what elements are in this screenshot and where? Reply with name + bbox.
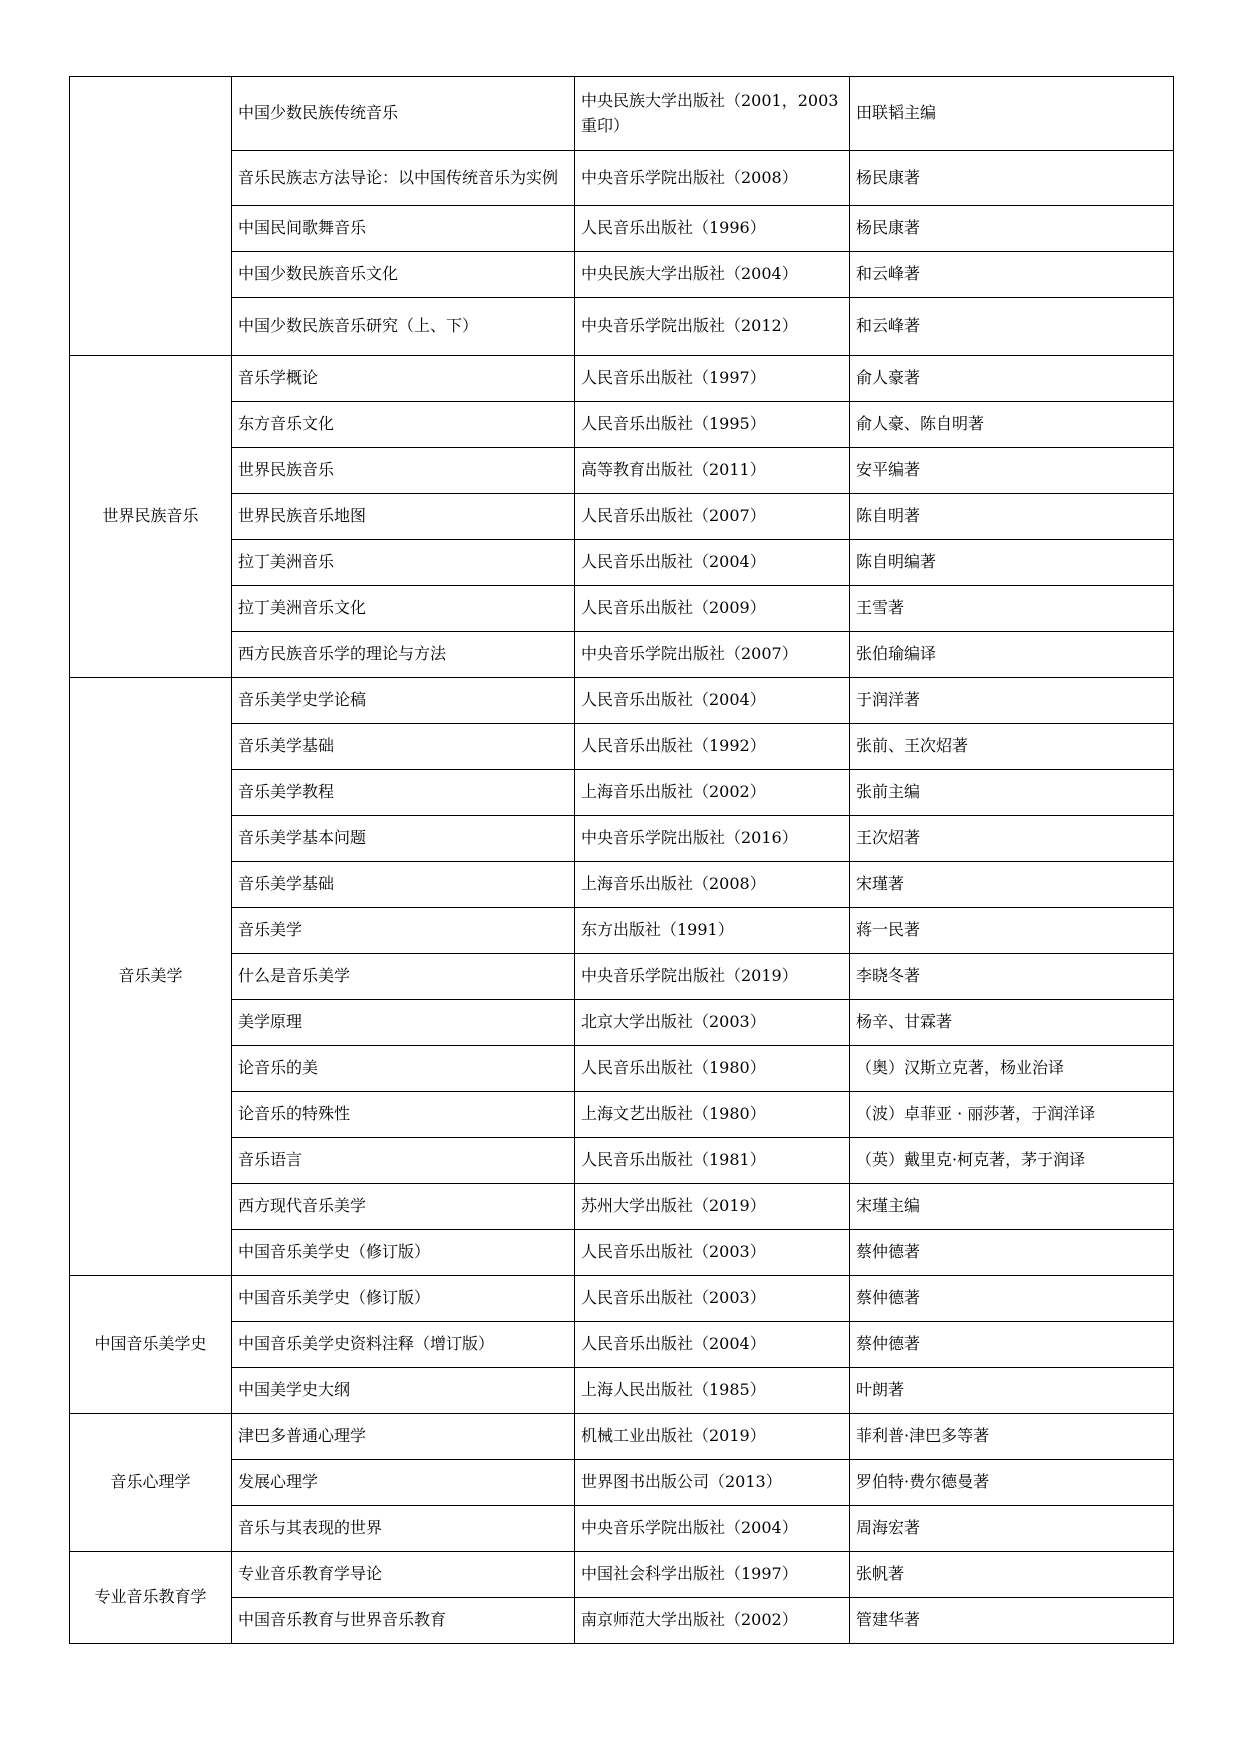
publisher-cell: 中央民族大学出版社（2004） xyxy=(575,252,850,298)
publisher-cell: 人民音乐出版社（1981） xyxy=(575,1138,850,1184)
publisher-cell: 上海文艺出版社（1980） xyxy=(575,1092,850,1138)
table-row xyxy=(70,1000,1174,1046)
publisher-cell: 中央音乐学院出版社（2007） xyxy=(575,632,850,678)
author-cell: 管建华著 xyxy=(850,1598,1174,1644)
book-title-cell: 音乐美学教程 xyxy=(232,770,575,816)
author-cell: 杨民康著 xyxy=(850,206,1174,252)
book-list-table xyxy=(69,76,1174,1644)
table-row xyxy=(70,816,1174,862)
book-list-body xyxy=(70,77,1174,1644)
publisher-cell: 人民音乐出版社（2004） xyxy=(575,1322,850,1368)
table-row xyxy=(70,77,1174,151)
author-cell: 杨辛、甘霖著 xyxy=(850,1000,1174,1046)
author-cell: 宋瑾著 xyxy=(850,862,1174,908)
book-title-cell: 中国少数民族传统音乐 xyxy=(232,77,575,151)
book-title-cell: 西方民族音乐学的理论与方法 xyxy=(232,632,575,678)
table-row xyxy=(70,448,1174,494)
table-row xyxy=(70,1322,1174,1368)
book-title-cell: 中国音乐教育与世界音乐教育 xyxy=(232,1598,575,1644)
book-title-cell: 什么是音乐美学 xyxy=(232,954,575,1000)
table-row xyxy=(70,206,1174,252)
table-row xyxy=(70,954,1174,1000)
author-cell: （波）卓菲亚 · 丽莎著，于润洋译 xyxy=(850,1092,1174,1138)
book-title-cell: 拉丁美洲音乐 xyxy=(232,540,575,586)
publisher-cell: 人民音乐出版社（2003） xyxy=(575,1276,850,1322)
author-cell: 蔡仲德著 xyxy=(850,1276,1174,1322)
author-cell: 蒋一民著 xyxy=(850,908,1174,954)
author-cell: 陈自明著 xyxy=(850,494,1174,540)
table-row xyxy=(70,252,1174,298)
category-cell: 专业音乐教育学 xyxy=(70,1552,232,1644)
author-cell: 张前、王次炤著 xyxy=(850,724,1174,770)
author-cell: 于润洋著 xyxy=(850,678,1174,724)
book-title-cell: 美学原理 xyxy=(232,1000,575,1046)
table-row xyxy=(70,862,1174,908)
book-title-cell: 中国民间歌舞音乐 xyxy=(232,206,575,252)
publisher-cell: 人民音乐出版社（1997） xyxy=(575,356,850,402)
author-cell: 菲利普·津巴多等著 xyxy=(850,1414,1174,1460)
publisher-cell: 中央音乐学院出版社（2008） xyxy=(575,151,850,206)
publisher-cell: 中央音乐学院出版社（2004） xyxy=(575,1506,850,1552)
table-row xyxy=(70,1368,1174,1414)
table-row xyxy=(70,678,1174,724)
table-row xyxy=(70,540,1174,586)
publisher-cell: 人民音乐出版社（2007） xyxy=(575,494,850,540)
publisher-cell: 苏州大学出版社（2019） xyxy=(575,1184,850,1230)
table-row xyxy=(70,402,1174,448)
publisher-cell: 世界图书出版公司（2013） xyxy=(575,1460,850,1506)
author-cell: 蔡仲德著 xyxy=(850,1230,1174,1276)
book-title-cell: 音乐美学基础 xyxy=(232,862,575,908)
book-title-cell: 音乐民族志方法导论：以中国传统音乐为实例 xyxy=(232,151,575,206)
author-cell: 陈自明编著 xyxy=(850,540,1174,586)
table-row xyxy=(70,1598,1174,1644)
book-title-cell: 中国少数民族音乐文化 xyxy=(232,252,575,298)
table-row xyxy=(70,1184,1174,1230)
table-row xyxy=(70,1552,1174,1598)
table-row xyxy=(70,1276,1174,1322)
publisher-cell: 中央民族大学出版社（2001，2003重印） xyxy=(575,77,850,151)
publisher-cell: 南京师范大学出版社（2002） xyxy=(575,1598,850,1644)
table-row xyxy=(70,151,1174,206)
publisher-cell: 人民音乐出版社（1995） xyxy=(575,402,850,448)
book-title-cell: 东方音乐文化 xyxy=(232,402,575,448)
publisher-cell: 人民音乐出版社（2009） xyxy=(575,586,850,632)
author-cell: 张伯瑜编译 xyxy=(850,632,1174,678)
book-title-cell: 世界民族音乐 xyxy=(232,448,575,494)
author-cell: 俞人豪、陈自明著 xyxy=(850,402,1174,448)
book-title-cell: 拉丁美洲音乐文化 xyxy=(232,586,575,632)
publisher-cell: 中国社会科学出版社（1997） xyxy=(575,1552,850,1598)
author-cell: 张帆著 xyxy=(850,1552,1174,1598)
author-cell: 俞人豪著 xyxy=(850,356,1174,402)
table-row xyxy=(70,1138,1174,1184)
book-title-cell: 论音乐的特殊性 xyxy=(232,1092,575,1138)
author-cell: 和云峰著 xyxy=(850,298,1174,356)
publisher-cell: 中央音乐学院出版社（2016） xyxy=(575,816,850,862)
publisher-cell: 人民音乐出版社（2004） xyxy=(575,540,850,586)
table-row xyxy=(70,586,1174,632)
book-title-cell: 音乐美学基础 xyxy=(232,724,575,770)
author-cell: 叶朗著 xyxy=(850,1368,1174,1414)
book-title-cell: 音乐语言 xyxy=(232,1138,575,1184)
author-cell: 王次炤著 xyxy=(850,816,1174,862)
book-title-cell: 音乐美学基本问题 xyxy=(232,816,575,862)
table-row xyxy=(70,1046,1174,1092)
table-row xyxy=(70,1092,1174,1138)
table-row xyxy=(70,1230,1174,1276)
publisher-cell: 上海人民出版社（1985） xyxy=(575,1368,850,1414)
author-cell: 杨民康著 xyxy=(850,151,1174,206)
book-title-cell: 中国少数民族音乐研究（上、下） xyxy=(232,298,575,356)
book-title-cell: 世界民族音乐地图 xyxy=(232,494,575,540)
category-cell: 世界民族音乐 xyxy=(70,356,232,678)
publisher-cell: 人民音乐出版社（2003） xyxy=(575,1230,850,1276)
author-cell: 周海宏著 xyxy=(850,1506,1174,1552)
table-row xyxy=(70,632,1174,678)
publisher-cell: 机械工业出版社（2019） xyxy=(575,1414,850,1460)
table-row xyxy=(70,770,1174,816)
publisher-cell: 中央音乐学院出版社（2012） xyxy=(575,298,850,356)
category-cell: 音乐美学 xyxy=(70,678,232,1276)
publisher-cell: 中央音乐学院出版社（2019） xyxy=(575,954,850,1000)
category-cell: 音乐心理学 xyxy=(70,1414,232,1552)
author-cell: 和云峰著 xyxy=(850,252,1174,298)
publisher-cell: 上海音乐出版社（2002） xyxy=(575,770,850,816)
author-cell: （英）戴里克·柯克著，茅于润译 xyxy=(850,1138,1174,1184)
author-cell: 宋瑾主编 xyxy=(850,1184,1174,1230)
publisher-cell: 人民音乐出版社（1980） xyxy=(575,1046,850,1092)
book-title-cell: 中国音乐美学史（修订版） xyxy=(232,1230,575,1276)
author-cell: 蔡仲德著 xyxy=(850,1322,1174,1368)
publisher-cell: 人民音乐出版社（2004） xyxy=(575,678,850,724)
publisher-cell: 人民音乐出版社（1992） xyxy=(575,724,850,770)
book-title-cell: 音乐与其表现的世界 xyxy=(232,1506,575,1552)
table-row xyxy=(70,1460,1174,1506)
table-row xyxy=(70,494,1174,540)
book-title-cell: 论音乐的美 xyxy=(232,1046,575,1092)
table-row xyxy=(70,298,1174,356)
book-title-cell: 中国音乐美学史资料注释（增订版） xyxy=(232,1322,575,1368)
category-cell xyxy=(70,77,232,356)
book-title-cell: 音乐学概论 xyxy=(232,356,575,402)
book-title-cell: 中国音乐美学史（修订版） xyxy=(232,1276,575,1322)
category-cell: 中国音乐美学史 xyxy=(70,1276,232,1414)
table-row xyxy=(70,724,1174,770)
author-cell: （奥）汉斯立克著，杨业治译 xyxy=(850,1046,1174,1092)
author-cell: 罗伯特·费尔德曼著 xyxy=(850,1460,1174,1506)
book-title-cell: 专业音乐教育学导论 xyxy=(232,1552,575,1598)
book-title-cell: 发展心理学 xyxy=(232,1460,575,1506)
author-cell: 田联韬主编 xyxy=(850,77,1174,151)
publisher-cell: 上海音乐出版社（2008） xyxy=(575,862,850,908)
book-title-cell: 中国美学史大纲 xyxy=(232,1368,575,1414)
author-cell: 李晓冬著 xyxy=(850,954,1174,1000)
book-title-cell: 音乐美学 xyxy=(232,908,575,954)
book-title-cell: 音乐美学史学论稿 xyxy=(232,678,575,724)
book-title-cell: 西方现代音乐美学 xyxy=(232,1184,575,1230)
publisher-cell: 人民音乐出版社（1996） xyxy=(575,206,850,252)
table-row xyxy=(70,356,1174,402)
table-row xyxy=(70,908,1174,954)
table-row xyxy=(70,1506,1174,1552)
author-cell: 安平编著 xyxy=(850,448,1174,494)
book-title-cell: 津巴多普通心理学 xyxy=(232,1414,575,1460)
author-cell: 张前主编 xyxy=(850,770,1174,816)
table-row xyxy=(70,1414,1174,1460)
author-cell: 王雪著 xyxy=(850,586,1174,632)
publisher-cell: 北京大学出版社（2003） xyxy=(575,1000,850,1046)
publisher-cell: 东方出版社（1991） xyxy=(575,908,850,954)
publisher-cell: 高等教育出版社（2011） xyxy=(575,448,850,494)
